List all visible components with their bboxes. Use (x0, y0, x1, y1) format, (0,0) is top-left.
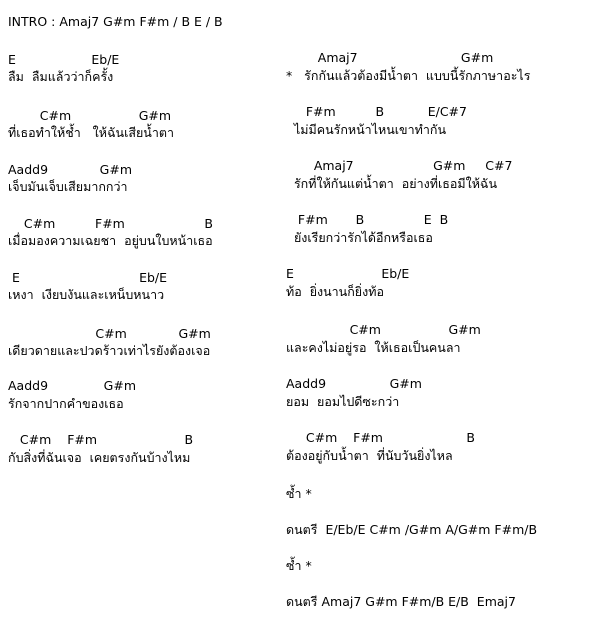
left-lyric-4: เมื่อมองความเฉยชา อยู่บนใบหน้าเธอ (8, 233, 213, 248)
left-chord-6: C#m G#m (8, 326, 211, 341)
left-lyric-7: รักจากปากคำของเธอ (8, 396, 124, 411)
right-lyric-4: ยังเรียกว่ารักได้อีกหรือเธอ (286, 230, 433, 245)
right-chord-2: F#m B E/C#7 (286, 104, 467, 119)
right-lyric-8: ต้องอยู่กับน้ำตา ที่นับวันยิ่งไหล (286, 448, 453, 463)
right-lyric-1: * รักกันแล้วต้องมีน้ำตา แบบนี้รักภาษาอะไร (286, 68, 531, 83)
right-chord-5: E Eb/E (286, 266, 410, 281)
left-chord-4: C#m F#m B (8, 216, 213, 231)
left-chord-8: C#m F#m B (8, 432, 194, 447)
instrumental-2: ดนตรี Amaj7 G#m F#m/B E/B Emaj7 (286, 594, 516, 609)
right-chord-8: C#m F#m B (286, 430, 475, 445)
repeat-chorus-1: ซ้ำ * (286, 486, 312, 501)
left-lyric-8: กับสิ่งที่ฉันเจอ เคยตรงกันบ้างไหม (8, 450, 191, 465)
left-lyric-6: เดียวดายและปวดร้าวเท่าไรยังต้องเจอ (8, 343, 211, 358)
intro-line: INTRO : Amaj7 G#m F#m / B E / B (8, 14, 223, 29)
left-chord-1: E Eb/E (8, 52, 120, 67)
left-chord-7: Aadd9 G#m (8, 378, 136, 393)
left-lyric-5: เหงา เงียบงันและเหน็บหนาว (8, 287, 165, 302)
right-chord-4: F#m B E B (286, 212, 449, 227)
left-chord-5: E Eb/E (8, 270, 168, 285)
right-lyric-3: รักที่ให้กันแต่น้ำตา อย่างที่เธอมีให้ฉัน (286, 176, 497, 191)
left-lyric-3: เจ็บมันเจ็บเสียมากกว่า (8, 179, 128, 194)
right-lyric-2: ไม่มีคนรักหน้าไหนเขาทำกัน (286, 122, 446, 137)
right-chord-1: Amaj7 G#m (286, 50, 494, 65)
right-chord-7: Aadd9 G#m (286, 376, 422, 391)
right-chord-3: Amaj7 G#m C#7 (286, 158, 513, 173)
right-chord-6: C#m G#m (286, 322, 481, 337)
left-chord-3: Aadd9 G#m (8, 162, 133, 177)
left-lyric-2: ที่เธอทำให้ช้ำ ให้ฉันเสียน้ำตา (8, 125, 175, 140)
left-lyric-1: ลืม ลืมแล้วว่าก็ครั้ง (8, 69, 114, 84)
left-chord-2: C#m G#m (8, 108, 172, 123)
instrumental-1: ดนตรี E/Eb/E C#m /G#m A/G#m F#m/B (286, 522, 538, 537)
right-lyric-5: ท้อ ยิ่งนานก็ยิ่งท้อ (286, 284, 384, 299)
repeat-chorus-2: ซ้ำ * (286, 558, 312, 573)
right-lyric-6: และคงไม่อยู่รอ ให้เธอเป็นคนลา (286, 340, 461, 355)
right-lyric-7: ยอม ยอมไปดีซะกว่า (286, 394, 400, 409)
